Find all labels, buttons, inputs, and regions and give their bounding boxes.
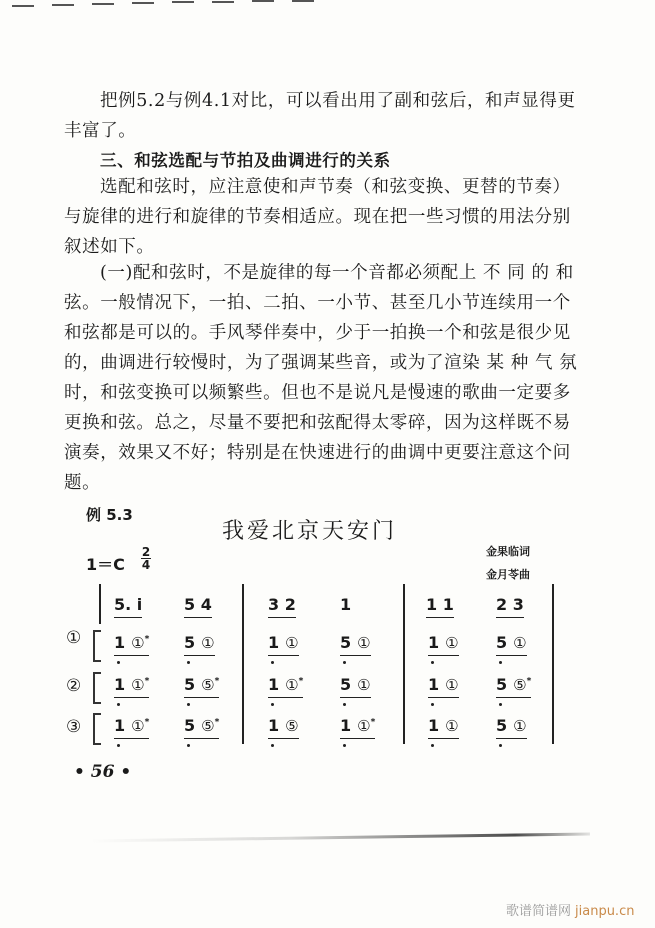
key-signature: 1＝C <box>86 555 125 574</box>
chord-cell: 1 ①* <box>114 675 149 694</box>
text-line: 叙述如下。 <box>64 237 155 257</box>
chord-cell: 1 ① <box>268 633 299 652</box>
melody-note: 1 <box>340 595 352 614</box>
chord-cell: 5 ⑤* <box>184 716 219 735</box>
chord-cell: 1 ①* <box>268 675 303 694</box>
chord-cell: 5 ① <box>340 675 371 694</box>
barline <box>242 584 244 744</box>
variant-label: ③ <box>66 717 82 737</box>
text-line: 弦。一般情况下，一拍、二拍、一小节、甚至几小节连续用一个 <box>64 293 571 313</box>
watermark-site-name: 歌谱简谱网 <box>506 904 572 919</box>
text-line: 把例5.2与例4.1对比，可以看出用了副和弦后，和声显得更 <box>100 91 576 111</box>
text-line: 和弦都是可以的。手风琴伴奏中，少于一拍换一个和弦是很少见 <box>64 323 571 343</box>
time-sig-bottom: 4 <box>141 558 151 572</box>
variant-label: ② <box>66 676 82 696</box>
text-line: 的，曲调进行较慢时，为了强调某些音，或为了渲染 某 种 气 氛 <box>64 353 578 373</box>
chord-cell: 5 ⑤* <box>496 675 531 694</box>
staff-bracket <box>93 672 101 704</box>
text-line: 题。 <box>64 473 101 493</box>
melody-note: 2 3 <box>496 595 524 614</box>
chord-cell: 1 ① <box>428 716 459 735</box>
melody-note: 3 2 <box>268 595 296 614</box>
staff-bracket <box>93 630 101 662</box>
barline <box>99 584 101 624</box>
melody-note: 5 4 <box>184 595 212 614</box>
melody-note: 5. i <box>114 595 142 614</box>
chord-cell: 1 ① <box>428 633 459 652</box>
chord-cell: 1 ⑤ <box>268 716 299 735</box>
example-label: 例 5.3 <box>86 506 133 524</box>
barline <box>403 584 405 744</box>
text-line: 演奏，效果又不好；特别是在快速进行的曲调中更要注意这个问 <box>64 443 571 463</box>
text-line: 时，和弦变换可以频繁些。但也不是说凡是慢速的歌曲一定要多 <box>64 383 571 403</box>
barline <box>552 584 554 744</box>
chord-cell: 5 ① <box>340 633 371 652</box>
watermark <box>506 900 634 919</box>
text-line: 更换和弦。总之，尽量不要把和弦配得太零碎，因为这样既不易 <box>64 413 571 433</box>
chord-cell: 1 ①* <box>114 716 149 735</box>
chord-cell: 5 ① <box>496 716 527 735</box>
section-heading: 三、和弦选配与节拍及曲调进行的关系 <box>100 151 391 170</box>
time-sig-top: 2 <box>141 545 151 559</box>
chord-cell: 1 ① <box>428 675 459 694</box>
song-title: 我爱北京天安门 <box>222 519 398 544</box>
chord-cell: 5 ⑤* <box>184 675 219 694</box>
chord-cell: 5 ① <box>496 633 527 652</box>
chord-cell: 5 ① <box>184 633 215 652</box>
chord-cell: 1 ①* <box>114 633 149 652</box>
page-number: • 56 • <box>74 762 132 782</box>
text-line: (一)配和弦时，不是旋律的每一个音都必须配上 不 同 的 和 <box>100 263 574 283</box>
text-line: 选配和弦时，应注意使和声节奏（和弦变换、更替的节奏） <box>100 177 571 197</box>
melody-note: 1 1 <box>426 595 454 614</box>
variant-label: ① <box>66 628 82 648</box>
lyricist: 金果临词 <box>486 545 530 558</box>
chord-cell: 1 ①* <box>340 716 375 735</box>
text-line: 丰富了。 <box>64 121 137 141</box>
text-line: 与旋律的进行和旋律的节奏相适应。现在把一些习惯的用法分别 <box>64 207 571 227</box>
composer: 金月苓曲 <box>486 568 530 581</box>
staff-bracket <box>93 713 101 745</box>
watermark-url: jianpu.cn <box>575 904 635 919</box>
